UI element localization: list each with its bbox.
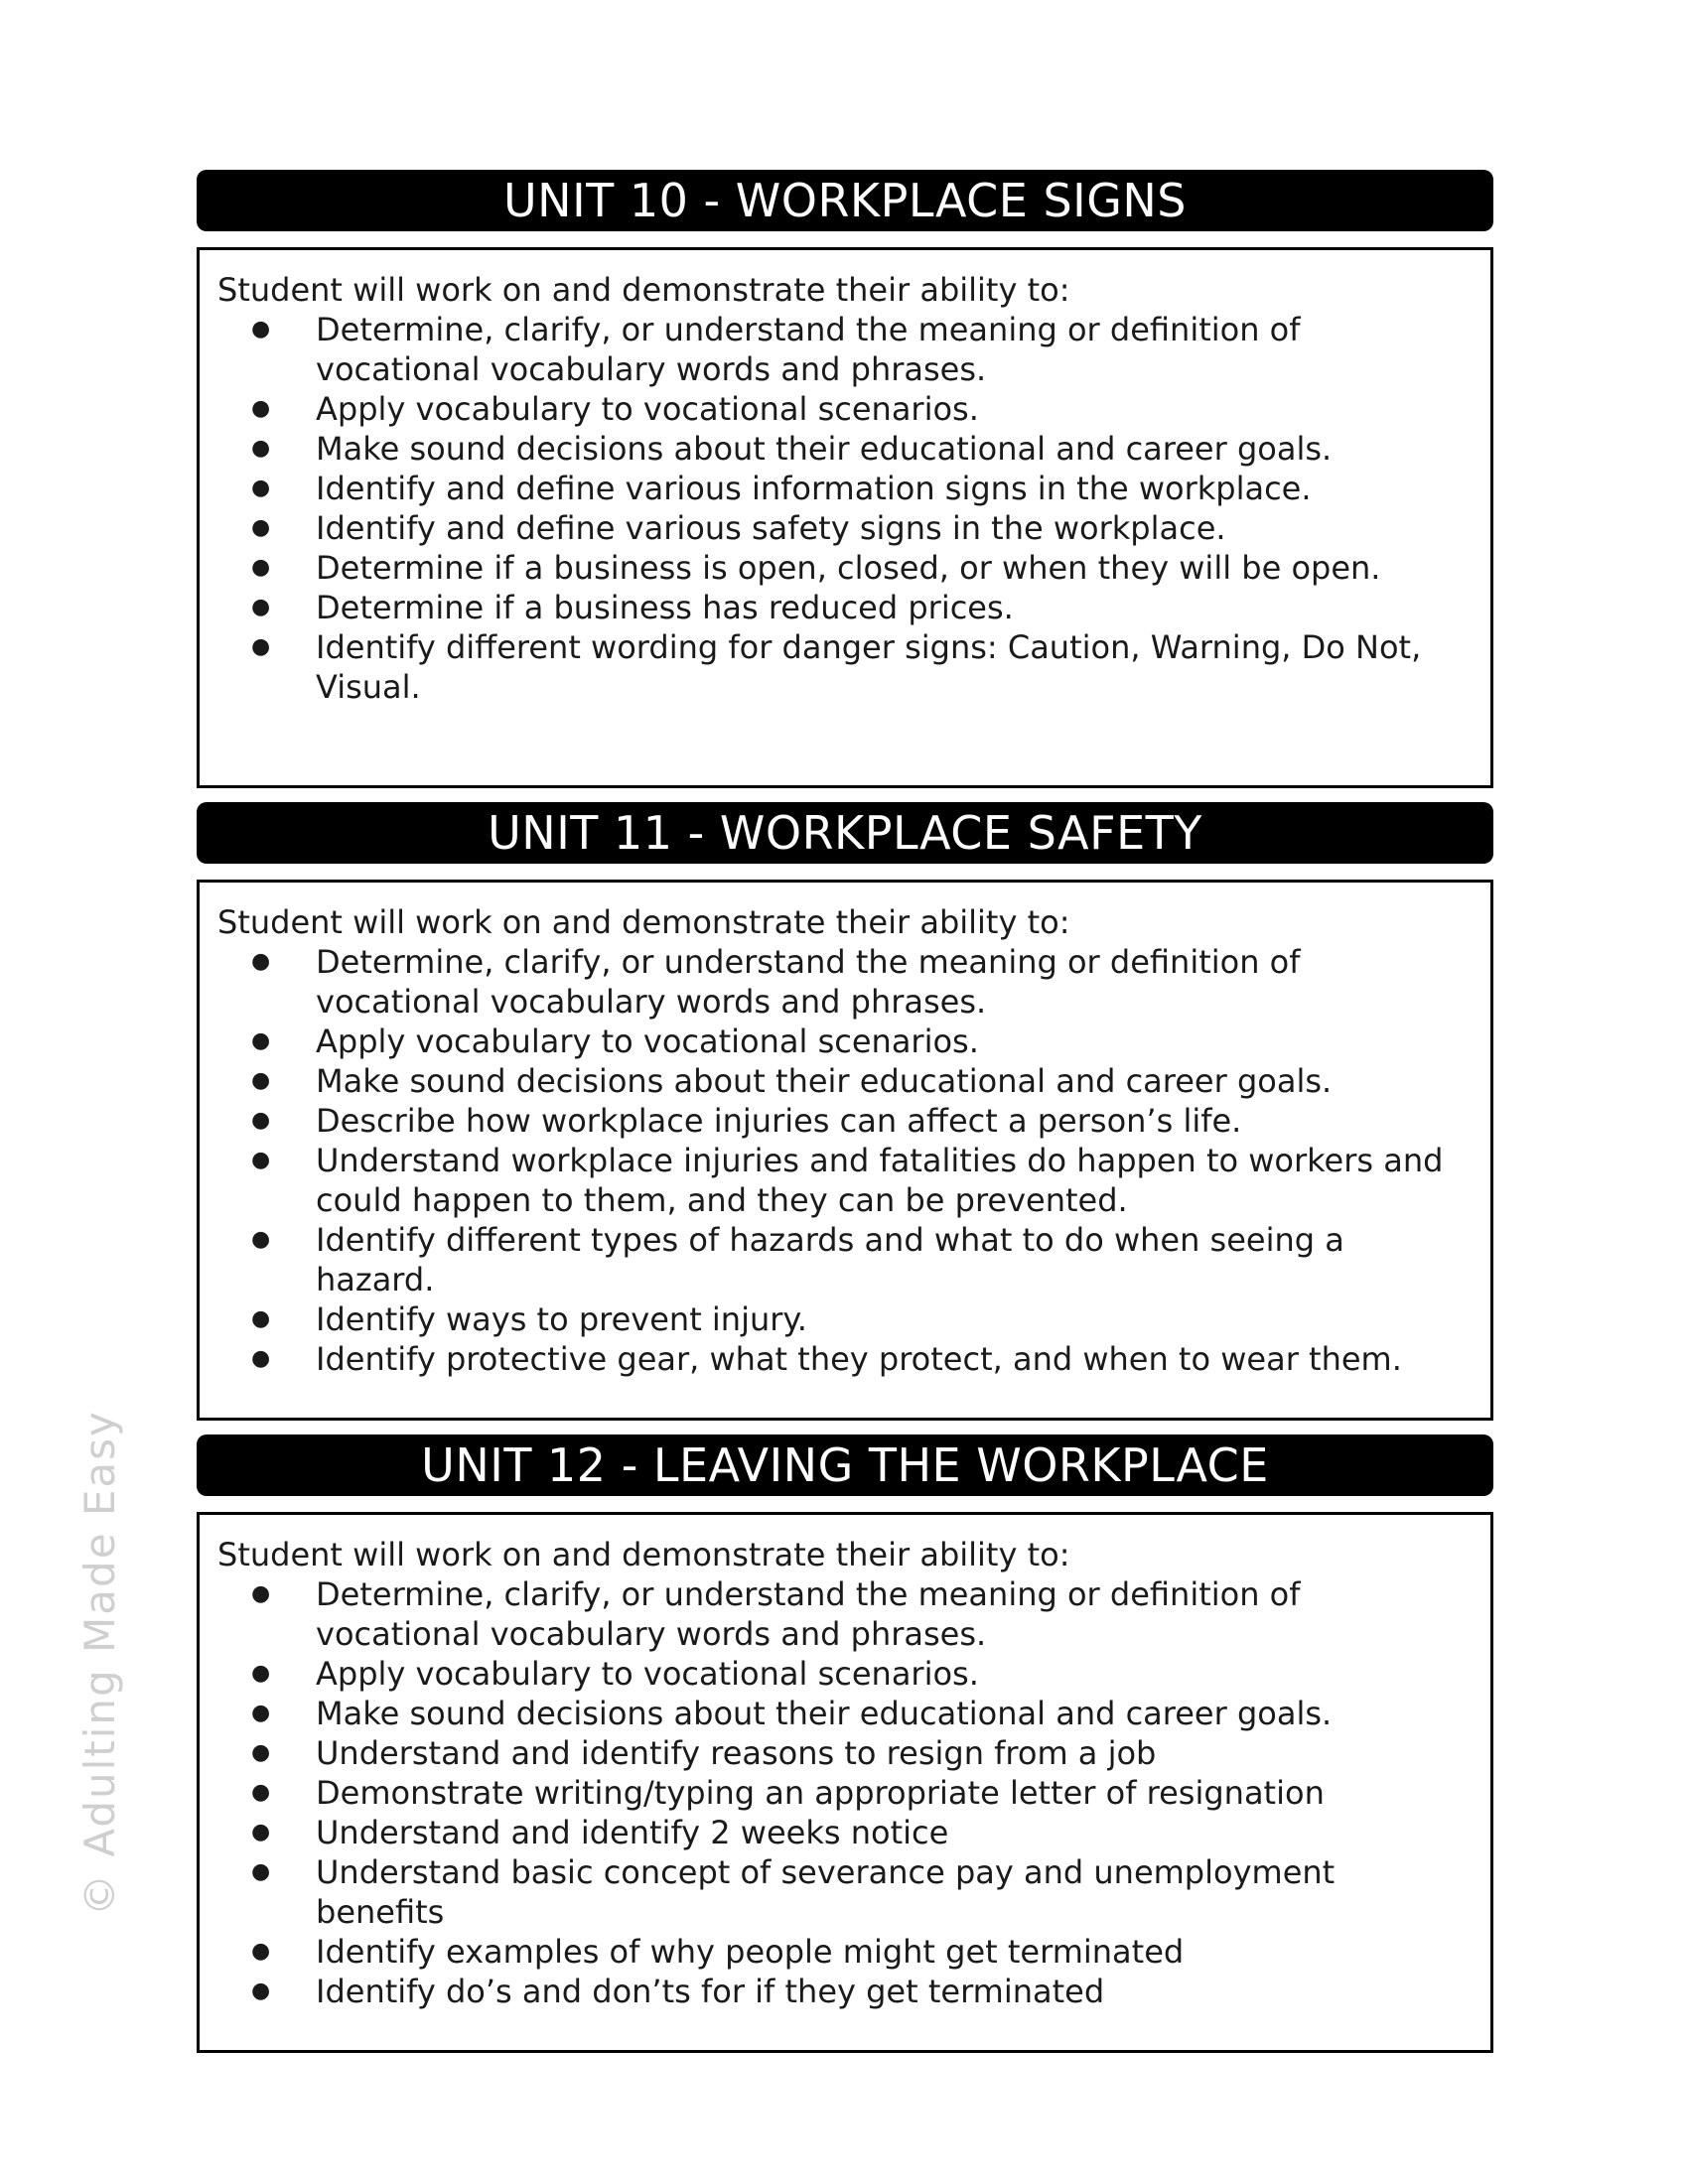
unit-10-objectives-box bbox=[197, 247, 1493, 788]
unit-12-objective-list bbox=[217, 1574, 1473, 2011]
bullet-icon: ● bbox=[251, 1581, 271, 1606]
bullet-icon: ● bbox=[251, 1701, 271, 1725]
list-item: ● Demonstrate writing/typing an appropriate letter of resignation bbox=[251, 1774, 1325, 1812]
list-item: ● Determine, clarify, or understand the meaning or definition of vocational vocabulary words and phrases. bbox=[251, 311, 1301, 388]
list-item: ● Apply vocabulary to vocational scenarios. bbox=[251, 390, 979, 428]
list-item: ● Determine, clarify, or understand the meaning or definition of vocational vocabulary words and phrases. bbox=[251, 1575, 1301, 1653]
bullet-icon: ● bbox=[251, 1820, 271, 1844]
unit-11-intro: Student will work on and demonstrate their ability to: bbox=[217, 903, 1070, 941]
bullet-icon: ● bbox=[251, 1306, 271, 1331]
bullet-icon: ● bbox=[251, 436, 271, 461]
bullet-icon: ● bbox=[251, 1068, 271, 1093]
unit-12-header bbox=[197, 1434, 1493, 1496]
bullet-icon: ● bbox=[251, 1979, 271, 2003]
bullet-icon: ● bbox=[251, 1148, 271, 1172]
bullet-icon: ● bbox=[251, 1108, 271, 1133]
list-item: ● Understand and identify 2 weeks notice bbox=[251, 1814, 949, 1851]
unit-11-objectives-box bbox=[197, 880, 1493, 1421]
unit-12-title: UNIT 12 - LEAVING THE WORKPLACE bbox=[421, 1438, 1269, 1492]
list-item: ● Apply vocabulary to vocational scenarios. bbox=[251, 1023, 979, 1060]
list-item: ● Understand workplace injuries and fatalities do happen to workers and could happen to them, and they can be prevented. bbox=[251, 1142, 1444, 1219]
bullet-icon: ● bbox=[251, 1740, 271, 1765]
list-item: ● Determine, clarify, or understand the meaning or definition of vocational vocabulary words and phrases. bbox=[251, 943, 1301, 1021]
bullet-icon: ● bbox=[251, 1859, 271, 1884]
bullet-icon: ● bbox=[251, 1028, 271, 1053]
list-item: ● Make sound decisions about their educational and career goals. bbox=[251, 1062, 1333, 1100]
unit-10-objective-list bbox=[217, 310, 1473, 707]
list-item: ● Understand and identify reasons to resign from a job bbox=[251, 1734, 1157, 1772]
unit-10-title: UNIT 10 - WORKPLACE SIGNS bbox=[503, 174, 1187, 227]
list-item: ● Identify different wording for danger signs: Caution, Warning, Do Not, Visual. bbox=[251, 628, 1422, 706]
list-item: ● Describe how workplace injuries can affect a person’s life. bbox=[251, 1102, 1242, 1140]
bullet-icon: ● bbox=[251, 949, 271, 974]
unit-11-header bbox=[197, 802, 1493, 864]
bullet-icon: ● bbox=[251, 515, 271, 540]
bullet-icon: ● bbox=[251, 476, 271, 500]
unit-12-objectives-box bbox=[197, 1512, 1493, 2053]
list-item: ● Determine if a business is open, closed, or when they will be open. bbox=[251, 549, 1381, 587]
unit-11-objective-list bbox=[217, 942, 1473, 1379]
unit-12-intro: Student will work on and demonstrate their ability to: bbox=[217, 1536, 1070, 1573]
bullet-icon: ● bbox=[251, 1661, 271, 1686]
copyright-watermark: © Adulting Made Easy bbox=[75, 1410, 124, 1916]
list-item: ● Identify examples of why people might get terminated bbox=[251, 1933, 1185, 1971]
list-item: ● Identify and define various safety signs in the workplace. bbox=[251, 509, 1226, 547]
bullet-icon: ● bbox=[251, 1227, 271, 1252]
bullet-icon: ● bbox=[251, 595, 271, 619]
bullet-icon: ● bbox=[251, 1780, 271, 1805]
unit-10-intro: Student will work on and demonstrate their ability to: bbox=[217, 271, 1070, 309]
list-item: ● Make sound decisions about their educational and career goals. bbox=[251, 1695, 1333, 1732]
list-item: ● Apply vocabulary to vocational scenarios. bbox=[251, 1655, 979, 1693]
bullet-icon: ● bbox=[251, 1346, 271, 1371]
bullet-icon: ● bbox=[251, 634, 271, 659]
bullet-icon: ● bbox=[251, 1939, 271, 1964]
list-item: ● Make sound decisions about their educational and career goals. bbox=[251, 430, 1333, 468]
bullet-icon: ● bbox=[251, 555, 271, 580]
list-item: ● Understand basic concept of severance pay and unemployment benefits bbox=[251, 1853, 1336, 1931]
unit-10-header bbox=[197, 170, 1493, 231]
bullet-icon: ● bbox=[251, 317, 271, 341]
list-item: ● Identify protective gear, what they protect, and when to wear them. bbox=[251, 1340, 1402, 1378]
list-item: ● Identify ways to prevent injury. bbox=[251, 1300, 807, 1338]
list-item: ● Identify do’s and don’ts for if they get terminated bbox=[251, 1973, 1105, 2010]
bullet-icon: ● bbox=[251, 396, 271, 421]
unit-11-title: UNIT 11 - WORKPLACE SAFETY bbox=[488, 806, 1202, 860]
list-item: ● Identify and define various information signs in the workplace. bbox=[251, 470, 1312, 507]
list-item: ● Identify different types of hazards and what to do when seeing a hazard. bbox=[251, 1221, 1344, 1298]
list-item: ● Determine if a business has reduced prices. bbox=[251, 589, 1014, 626]
